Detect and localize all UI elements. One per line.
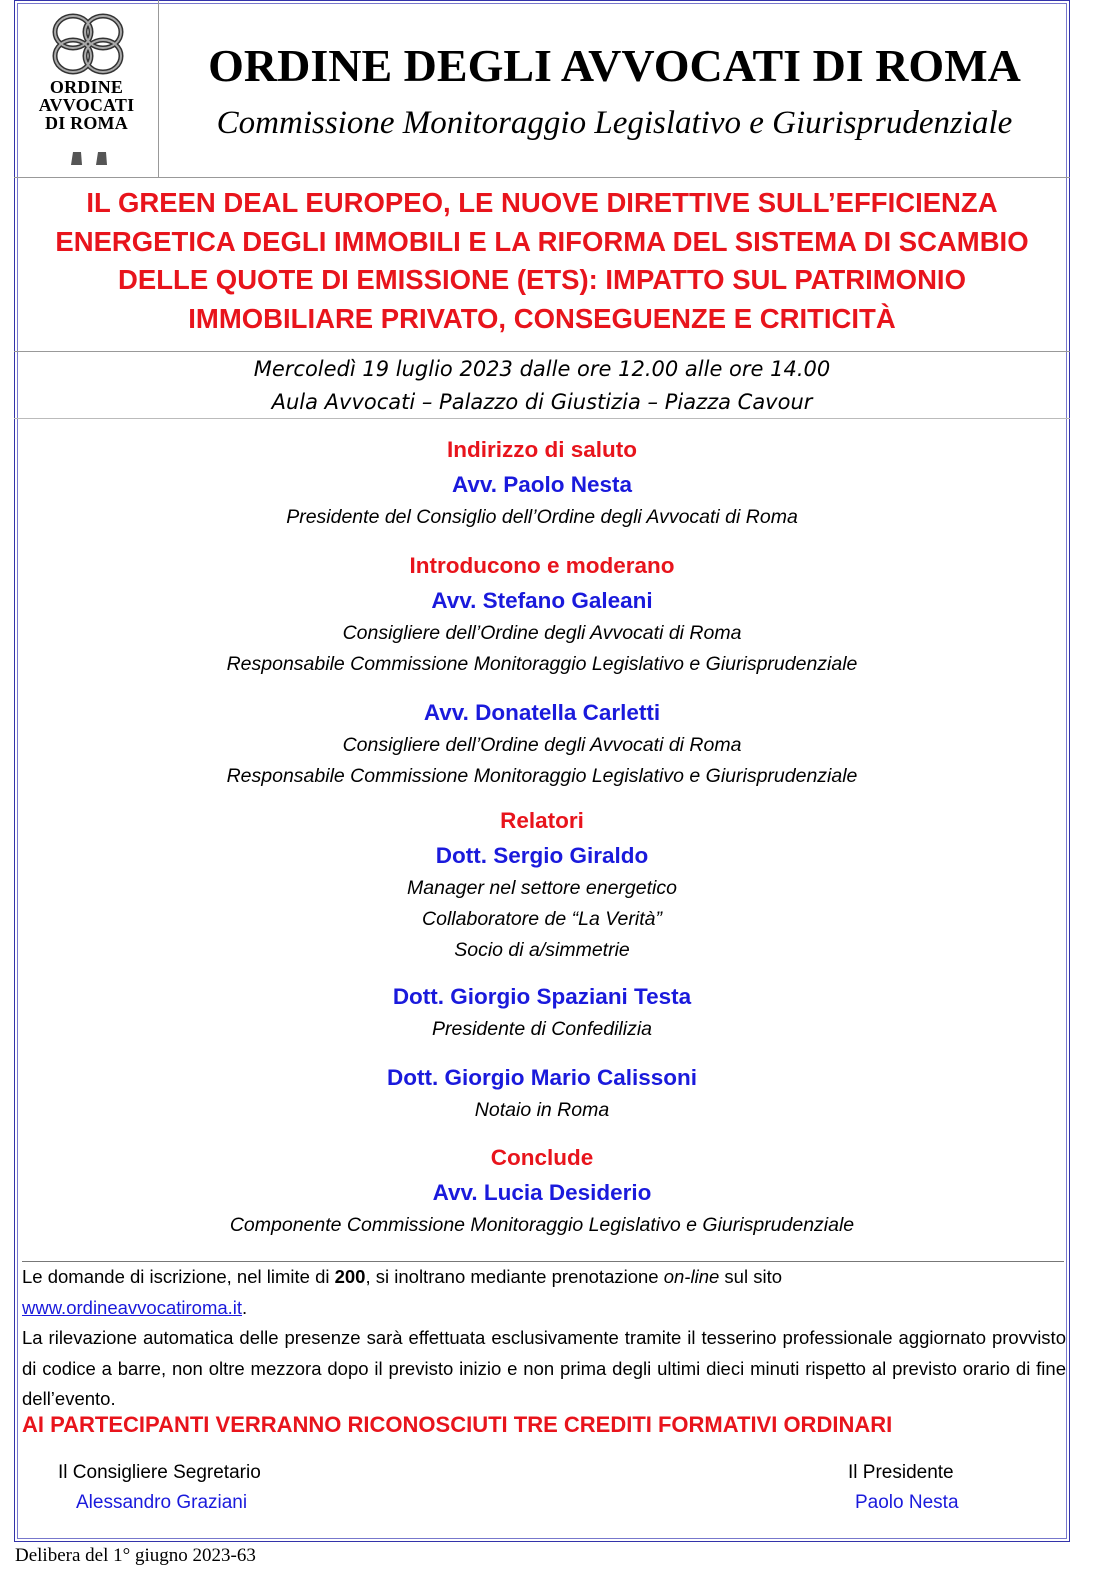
program-moderatore-2 — [14, 696, 1070, 792]
title-line: DELLE QUOTE DI EMISSIONE (ETS): IMPATTO SUL PATRIMONIO — [118, 264, 966, 295]
signature-right-name: Paolo Nesta — [855, 1492, 959, 1513]
speaker-name: Dott. Giorgio Mario Calissoni — [386, 1065, 697, 1090]
speaker-role: Consigliere dell’Ordine degli Avvocati di Roma — [342, 734, 742, 756]
event-location: Aula Avvocati – Palazzo di Giustizia – Piazza Cavour — [271, 390, 813, 414]
program-moderatori — [14, 548, 1070, 680]
signature-right-title: Il Presidente — [848, 1462, 954, 1483]
speaker-role: Collaboratore de “La Verità” — [422, 908, 662, 930]
speaker-name: Avv. Stefano Galeani — [431, 588, 653, 613]
title-line: IL GREEN DEAL EUROPEO, LE NUOVE DIRETTIVE SULL’EFFICIENZA — [86, 187, 998, 218]
attendance-text: La rilevazione automatica delle presenze sarà effettuata esclusivamente tramite il tesserino professionale aggiornato provvisto di codice a barre, non oltre mezzora dopo il previsto inizio e non prima degli ultimi dieci minuti rispetto al previsto orario di fine dell’evento. — [22, 1327, 1066, 1409]
title-line: ENERGETICA DEGLI IMMOBILI E LA RIFORMA DEL SISTEMA DI SCAMBIO — [55, 225, 1029, 257]
registration-online: on-line — [663, 1266, 720, 1287]
speaker-role: Consigliere dell’Ordine degli Avvocati di Roma — [342, 622, 742, 644]
section-heading: Indirizzo di saluto — [447, 437, 637, 462]
speaker-name: Avv. Lucia Desiderio — [432, 1180, 652, 1205]
registration-limit: 200 — [334, 1266, 366, 1287]
speaker-role: Responsabile Commissione Monitoraggio Legislativo e Giurisprudenziale — [226, 653, 858, 675]
section-heading: Introducono e moderano — [409, 553, 675, 578]
speaker-name: Avv. Donatella Carletti — [423, 700, 661, 725]
signature-left-name: Alessandro Graziani — [76, 1492, 248, 1513]
logo-cell — [14, 0, 159, 178]
program-conclude — [14, 1140, 1070, 1241]
title-line: IMMOBILIARE PRIVATO, CONSEGUENZE E CRITICITÀ — [188, 302, 896, 334]
section-heading: Conclude — [490, 1145, 594, 1170]
website-link[interactable]: www.ordineavvocatiroma.it — [22, 1296, 243, 1318]
logo-base-icon — [69, 150, 109, 166]
speaker-role: Responsabile Commissione Monitoraggio Legislativo e Giurisprudenziale — [226, 765, 858, 787]
event-title — [14, 184, 1070, 338]
logo-line: AVVOCATI — [38, 95, 135, 115]
registration-part: , si inoltrano mediante prenotazione — [365, 1266, 664, 1287]
program-relatori — [14, 803, 1070, 966]
speaker-name: Avv. Paolo Nesta — [451, 472, 633, 497]
logo-wordmark — [14, 78, 159, 132]
letterhead — [14, 0, 1070, 178]
speaker-name: Dott. Giorgio Spaziani Testa — [392, 984, 692, 1009]
section-heading: Relatori — [500, 808, 584, 833]
signature-left-title: Il Consigliere Segretario — [58, 1462, 261, 1483]
divider — [14, 418, 1070, 419]
divider — [14, 351, 1070, 352]
registration-text — [22, 1262, 1066, 1293]
event-details — [14, 353, 1070, 419]
logo-line: ORDINE — [49, 77, 124, 97]
speaker-role: Componente Commissione Monitoraggio Legislativo e Giurisprudenziale — [229, 1214, 855, 1236]
registration-part: Le domande di iscrizione, nel limite di — [22, 1266, 335, 1287]
speaker-role: Manager nel settore energetico — [407, 877, 677, 899]
commission-name: Commissione Monitoraggio Legislativo e Giurisprudenziale — [216, 105, 1013, 141]
speaker-role: Presidente di Confedilizia — [431, 1018, 653, 1040]
speaker-role: Socio di a/simmetrie — [454, 939, 630, 961]
organization-name: ORDINE DEGLI AVVOCATI DI ROMA — [208, 40, 1021, 91]
council-knot-emblem-icon — [49, 10, 127, 78]
delibera-reference: Delibera del 1° giugno 2023-63 — [15, 1545, 256, 1566]
program-relatore-3 — [14, 1061, 1070, 1126]
program-relatore-2 — [14, 980, 1070, 1045]
event-date-time: Mercoledì 19 luglio 2023 dalle ore 12.00 alle ore 14.00 — [253, 357, 831, 381]
credits-notice: AI PARTECIPANTI VERRANNO RICONOSCIUTI TRE CREDITI FORMATIVI ORDINARI — [22, 1412, 893, 1437]
speaker-role: Notaio in Roma — [474, 1099, 610, 1121]
logo-line: DI ROMA — [45, 113, 128, 133]
program-saluto — [14, 432, 1070, 533]
speaker-role: Presidente del Consiglio dell’Ordine degli Avvocati di Roma — [286, 506, 798, 528]
website-punct: . — [242, 1296, 248, 1318]
speaker-name: Dott. Sergio Giraldo — [435, 843, 649, 868]
registration-info — [22, 1262, 1066, 1415]
registration-part: sul sito — [719, 1266, 782, 1287]
